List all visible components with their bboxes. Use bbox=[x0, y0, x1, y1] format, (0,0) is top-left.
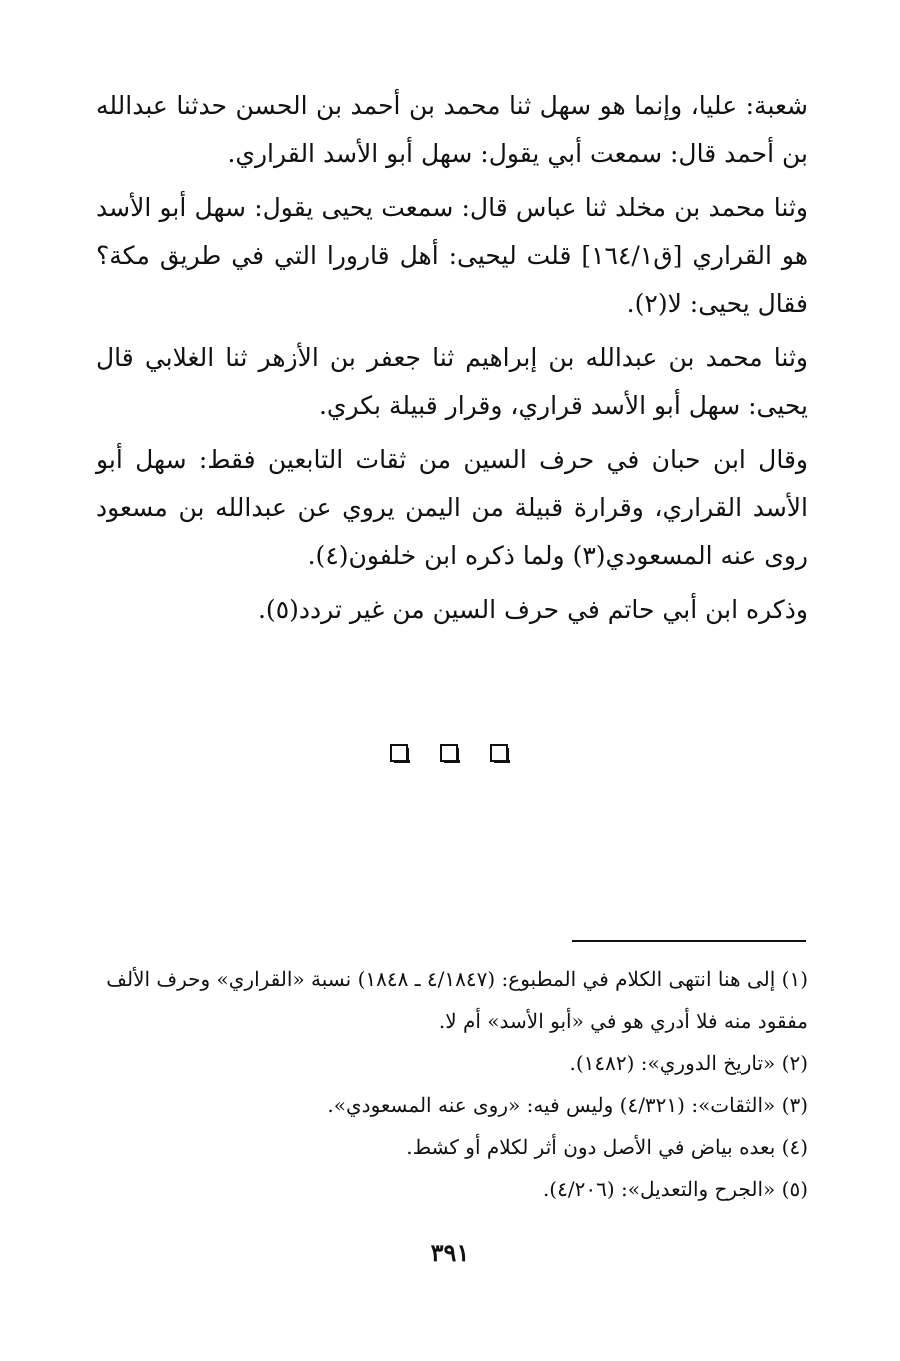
main-text bbox=[96, 82, 808, 634]
footnote: (٣) «الثقات»: (٤/٣٢١) وليس فيه: «روى عنه المسعودي». bbox=[327, 1093, 808, 1117]
paragraph: وثنا محمد بن مخلد ثنا عباس قال: سمعت يحيى يقول: سهل أبو الأسد هو القراري [ق١٦٤/١] قلت ليحيى: أهل قارورا التي في طريق مكة؟ فقال يحيى: لا(٢). bbox=[96, 193, 809, 318]
footnote: (٢) «تاريخ الدوري»: (١٤٨٢). bbox=[569, 1051, 808, 1075]
footnote: (٥) «الجرح والتعديل»: (٤/٢٠٦). bbox=[542, 1177, 808, 1201]
page-number: ٣٩١ bbox=[430, 1238, 470, 1267]
box-icon bbox=[490, 744, 510, 764]
footnote: (١) إلى هنا انتهى الكلام في المطبوع: (٤/١٨٤٧ ـ ١٨٤٨) نسبة «القراري» وحرف الألف مفقود منه فلا أدري هو في «أبو الأسد» أم لا. bbox=[106, 967, 808, 1033]
section-ornament bbox=[0, 744, 900, 764]
box-icon bbox=[390, 744, 410, 764]
footnote-divider bbox=[572, 940, 806, 942]
footnotes bbox=[96, 958, 808, 1210]
paragraph: وقال ابن حبان في حرف السين من ثقات التابعين فقط: سهل أبو الأسد القراري، وقرارة قبيلة من اليمن يروي عن عبدالله بن مسعود روى عنه المسعودي(٣) ولما ذكره ابن خلفون(٤). bbox=[96, 445, 808, 570]
footnote: (٤) بعده بياض في الأصل دون أثر لكلام أو كشط. bbox=[406, 1135, 808, 1159]
paragraph: وذكره ابن أبي حاتم في حرف السين من غير تردد(٥). bbox=[257, 595, 808, 624]
box-icon bbox=[440, 744, 460, 764]
paragraph: وثنا محمد بن عبدالله بن إبراهيم ثنا جعفر بن الأزهر ثنا الغلابي قال يحيى: سهل أبو الأسد قراري، وقرار قبيلة بكري. bbox=[96, 343, 808, 420]
paragraph: شعبة: عليا، وإنما هو سهل ثنا محمد بن أحمد بن الحسن حدثنا عبدالله بن أحمد قال: سمعت أبي يقول: سهل أبو الأسد القراري. bbox=[96, 91, 808, 168]
